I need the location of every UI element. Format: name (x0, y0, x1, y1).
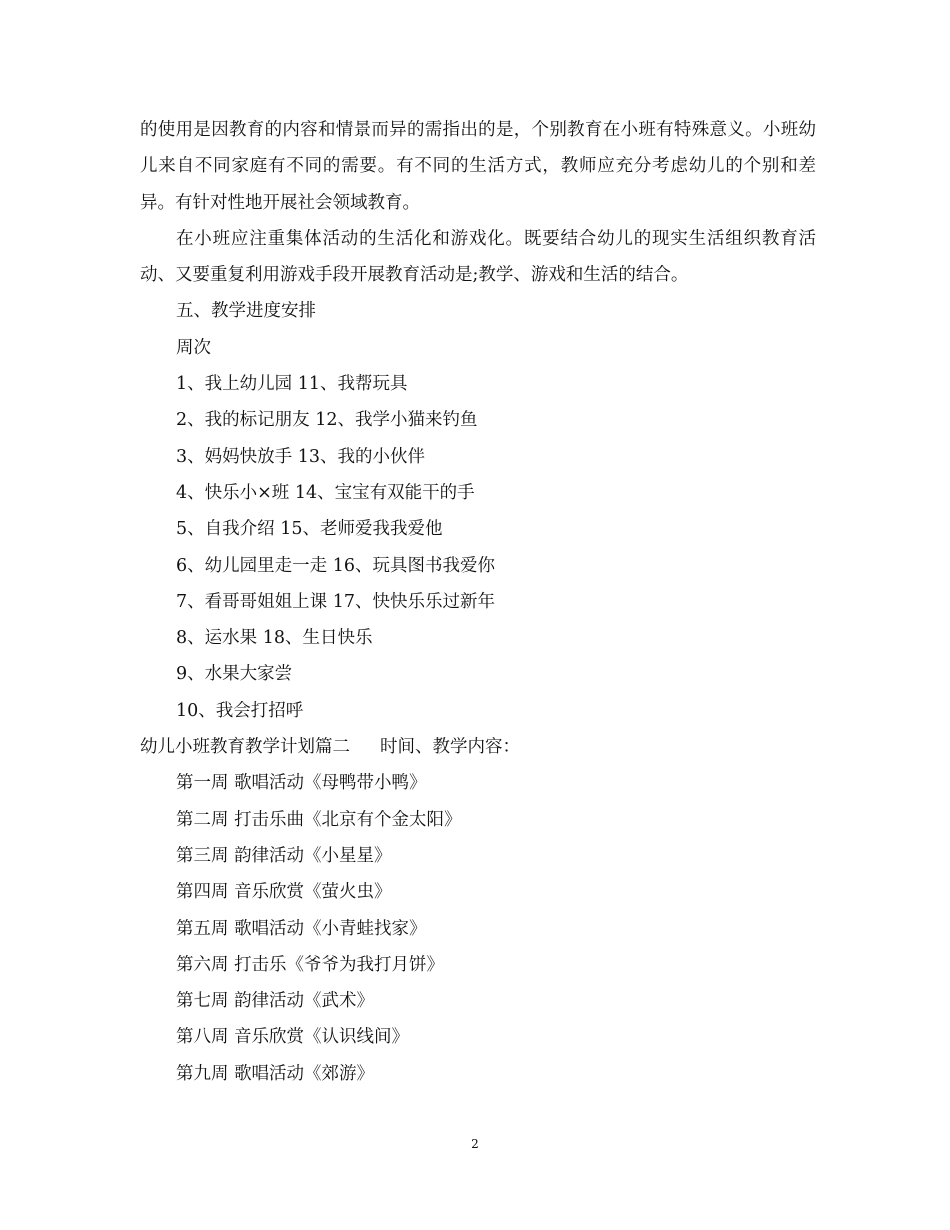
paragraph-group-activities: 在小班应注重集体活动的生活化和游戏化。既要结合幼儿的现实生活组织教育活动、又要重复利用游戏手段开展教育活动是;教学、游戏和生活的结合。 (140, 228, 816, 286)
plan-subtitle: 时间、教学内容： (380, 737, 520, 758)
schedule-item: 9、水果大家尝 (176, 664, 293, 685)
document-body (140, 112, 816, 1092)
week-item: 第六周 打击乐《爷爷为我打月饼》 (176, 954, 445, 975)
plan-title: 幼儿小班教育教学计划篇二 (140, 737, 350, 758)
week-item: 第七周 韵律活动《武术》 (176, 991, 375, 1012)
week-item: 第八周 音乐欣赏《认识线间》 (176, 1027, 410, 1048)
section-subheading-week: 周次 (176, 337, 211, 358)
schedule-item: 5、自我介绍 15、老师爱我我爱他 (176, 519, 443, 540)
week-item: 第三周 韵律活动《小星星》 (176, 845, 392, 866)
schedule-item: 2、我的标记朋友 12、我学小猫来钓鱼 (176, 410, 478, 431)
paragraph-individual-education: 的使用是因教育的内容和情景而异的需指出的是，个别教育在小班有特殊意义。小班幼儿来自不同家庭有不同的需要。有不同的生活方式，教师应充分考虑幼儿的个别和差异。有针对性地开展社会领域教育。 (140, 120, 816, 213)
schedule-item: 3、妈妈快放手 13、我的小伙伴 (176, 446, 425, 467)
schedule-item: 4、快乐小×班 14、宝宝有双能干的手 (176, 482, 475, 503)
week-item: 第四周 音乐欣赏《萤火虫》 (176, 882, 392, 903)
schedule-item: 1、我上幼儿园 11、我帮玩具 (176, 374, 408, 395)
schedule-item: 7、看哥哥姐姐上课 17、快快乐乐过新年 (176, 591, 495, 612)
schedule-item: 6、幼儿园里走一走 16、玩具图书我爱你 (176, 555, 495, 576)
page-number: 2 (471, 1137, 479, 1151)
week-item: 第二周 打击乐曲《北京有个金太阳》 (176, 809, 462, 830)
plan-title-line (140, 729, 816, 765)
week-item: 第五周 歌唱活动《小青蛙找家》 (176, 918, 427, 939)
section-heading-schedule: 五、教学进度安排 (176, 301, 316, 322)
schedule-item: 10、我会打招呼 (176, 700, 304, 721)
week-item: 第九周 歌唱活动《郊游》 (176, 1063, 375, 1084)
week-item: 第一周 歌唱活动《母鸭带小鸭》 (176, 773, 427, 794)
schedule-item: 8、运水果 18、生日快乐 (176, 628, 373, 649)
